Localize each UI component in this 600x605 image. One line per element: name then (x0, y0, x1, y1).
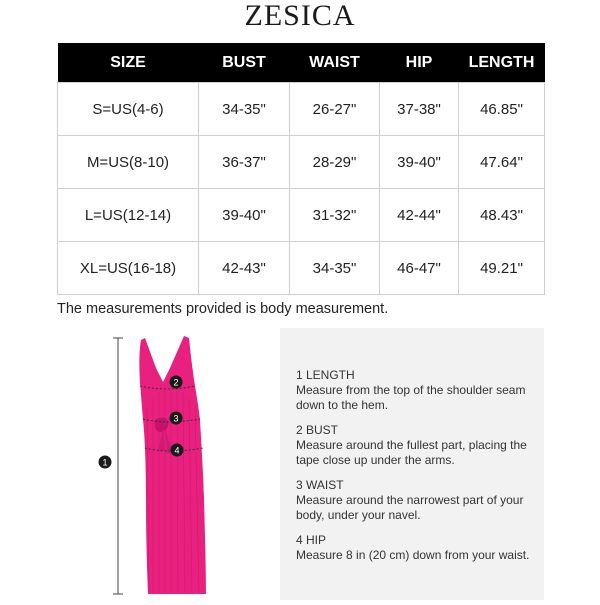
instruction-title: 1 LENGTH (296, 368, 355, 382)
size-chart-table (57, 43, 545, 295)
cell-waist: 31-32" (290, 189, 380, 242)
table-row (58, 83, 545, 136)
cell-length: 47.64" (459, 136, 545, 189)
header-size: SIZE (58, 43, 199, 83)
instruction-waist (296, 478, 536, 523)
instruction-desc: Measure around the fullest part, placing the tape close up under the arms. (296, 438, 527, 467)
table-row (58, 136, 545, 189)
marker-bust (170, 376, 183, 389)
marker-length (99, 456, 112, 469)
cell-size: M=US(8-10) (58, 136, 199, 189)
dress-illustration (57, 328, 277, 600)
cell-bust: 36-37" (199, 136, 290, 189)
cell-hip: 46-47" (380, 242, 459, 295)
instruction-length (296, 368, 536, 413)
cell-hip: 37-38" (380, 83, 459, 136)
cell-length: 48.43" (459, 189, 545, 242)
cell-bust: 39-40" (199, 189, 290, 242)
marker-hip (171, 444, 184, 457)
table-header-row (58, 43, 545, 83)
cell-size: S=US(4-6) (58, 83, 199, 136)
brand-logo: ZESICA (244, 0, 356, 32)
cell-length: 46.85" (459, 83, 545, 136)
instruction-desc: Measure 8 in (20 cm) down from your waist. (296, 548, 530, 562)
marker-waist (170, 412, 183, 425)
cell-waist: 34-35" (290, 242, 380, 295)
header-waist: WAIST (290, 43, 380, 83)
dress-svg (57, 328, 277, 600)
instruction-title: 4 HIP (296, 533, 327, 547)
cell-size: XL=US(16-18) (58, 242, 199, 295)
instruction-desc: Measure from the top of the shoulder seam down to the hem. (296, 383, 526, 412)
measurement-note: The measurements provided is body measurement. (57, 301, 389, 317)
header-hip: HIP (380, 43, 459, 83)
instruction-title: 2 BUST (296, 423, 339, 437)
table-row (58, 242, 545, 295)
svg-text:2: 2 (173, 377, 179, 388)
table-row (58, 189, 545, 242)
svg-text:1: 1 (102, 457, 108, 468)
instruction-hip (296, 533, 536, 563)
cell-waist: 28-29" (290, 136, 380, 189)
instruction-bust (296, 423, 536, 468)
instruction-title: 3 WAIST (296, 478, 344, 492)
cell-bust: 42-43" (199, 242, 290, 295)
instruction-desc: Measure around the narrowest part of your body, under your navel. (296, 493, 524, 522)
header-length: LENGTH (459, 43, 545, 83)
cell-size: L=US(12-14) (58, 189, 199, 242)
instructions-panel (280, 328, 544, 600)
svg-text:3: 3 (173, 413, 179, 424)
cell-bust: 34-35" (199, 83, 290, 136)
cell-length: 49.21" (459, 242, 545, 295)
svg-text:4: 4 (174, 445, 180, 456)
cell-hip: 42-44" (380, 189, 459, 242)
cell-hip: 39-40" (380, 136, 459, 189)
cell-waist: 26-27" (290, 83, 380, 136)
header-bust: BUST (199, 43, 290, 83)
